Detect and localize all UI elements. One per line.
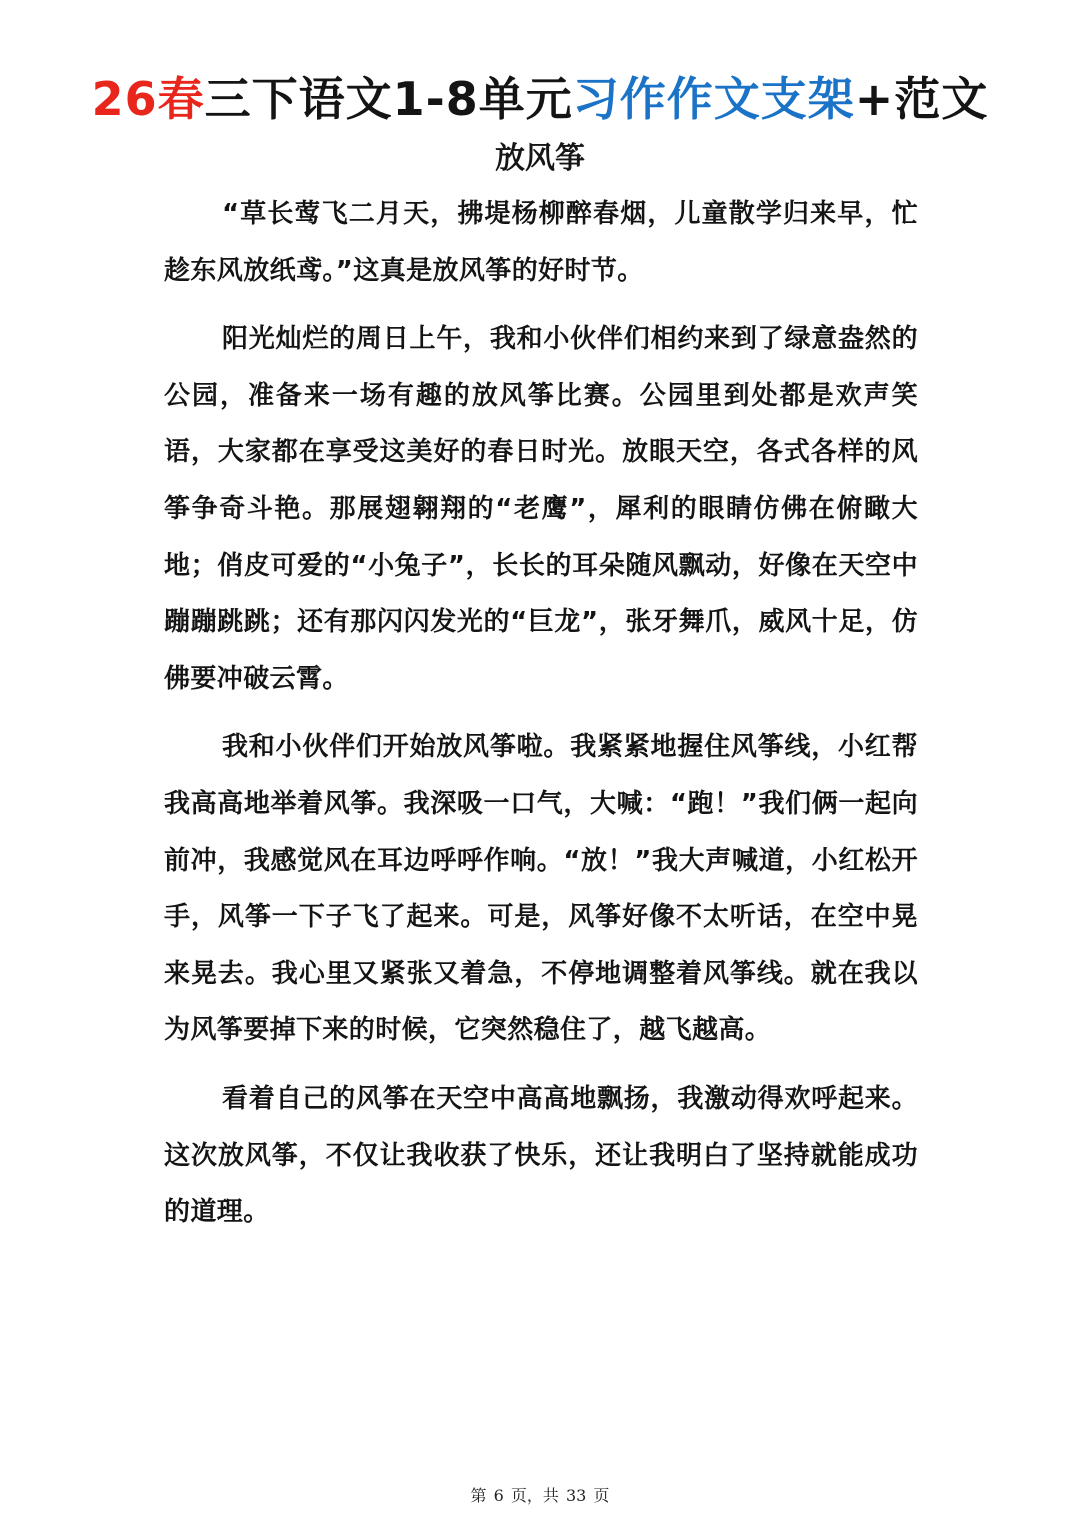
header-sample-label: +范文 (854, 72, 989, 126)
page-header (0, 68, 1080, 130)
essay-paragraph-1: “草长莺飞二月天，拂堤杨柳醉春烟，儿童散学归来早，忙趁东风放纸鸢。”这真是放风筝的好时节。 (164, 199, 918, 286)
page-number: 第 6 页，共 33 页 (470, 1486, 610, 1505)
essay-paragraph-3: 我和小伙伴们开始放风筝啦。我紧紧地握住风筝线，小红帮我高高地举着风筝。我深吸一口气，大喊：“跑！”我们俩一起向前冲，我感觉风在耳边呼呼作响。“放！”我大声喊道，小红松开手，风筝一下子飞了起来。可是，风筝好像不太听话，在空中晃来晃去。我心里又紧张又着急，不停地调整着风筝线。就在我以为风筝要掉下来的时候，它突然稳住了，越飞越高。 (164, 732, 918, 1046)
header-subject-label: 三下语文1-8单元 (204, 72, 573, 126)
header-term-label: 26春 (91, 72, 205, 126)
essay-body (164, 186, 918, 1253)
header-scaffold-label: 习作作文支架 (572, 72, 855, 126)
essay-paragraph-4: 看着自己的风筝在天空中高高地飘扬，我激动得欢呼起来。这次放风筝，不仅让我收获了快乐，还让我明白了坚持就能成功的道理。 (164, 1083, 918, 1228)
essay-paragraph-2: 阳光灿烂的周日上午，我和小伙伴们相约来到了绿意盎然的公园，准备来一场有趣的放风筝比赛。公园里到处都是欢声笑语，大家都在享受这美好的春日时光。放眼天空，各式各样的风筝争奇斗艳。那展翅翱翔的“老鹰”，犀利的眼睛仿佛在俯瞰大地；俏皮可爱的“小兔子”，长长的耳朵随风飘动，好像在天空中蹦蹦跳跳；还有那闪闪发光的“巨龙”，张牙舞爪，威风十足，仿佛要冲破云霄。 (164, 324, 918, 694)
essay-title: 放风筝 (495, 141, 585, 176)
